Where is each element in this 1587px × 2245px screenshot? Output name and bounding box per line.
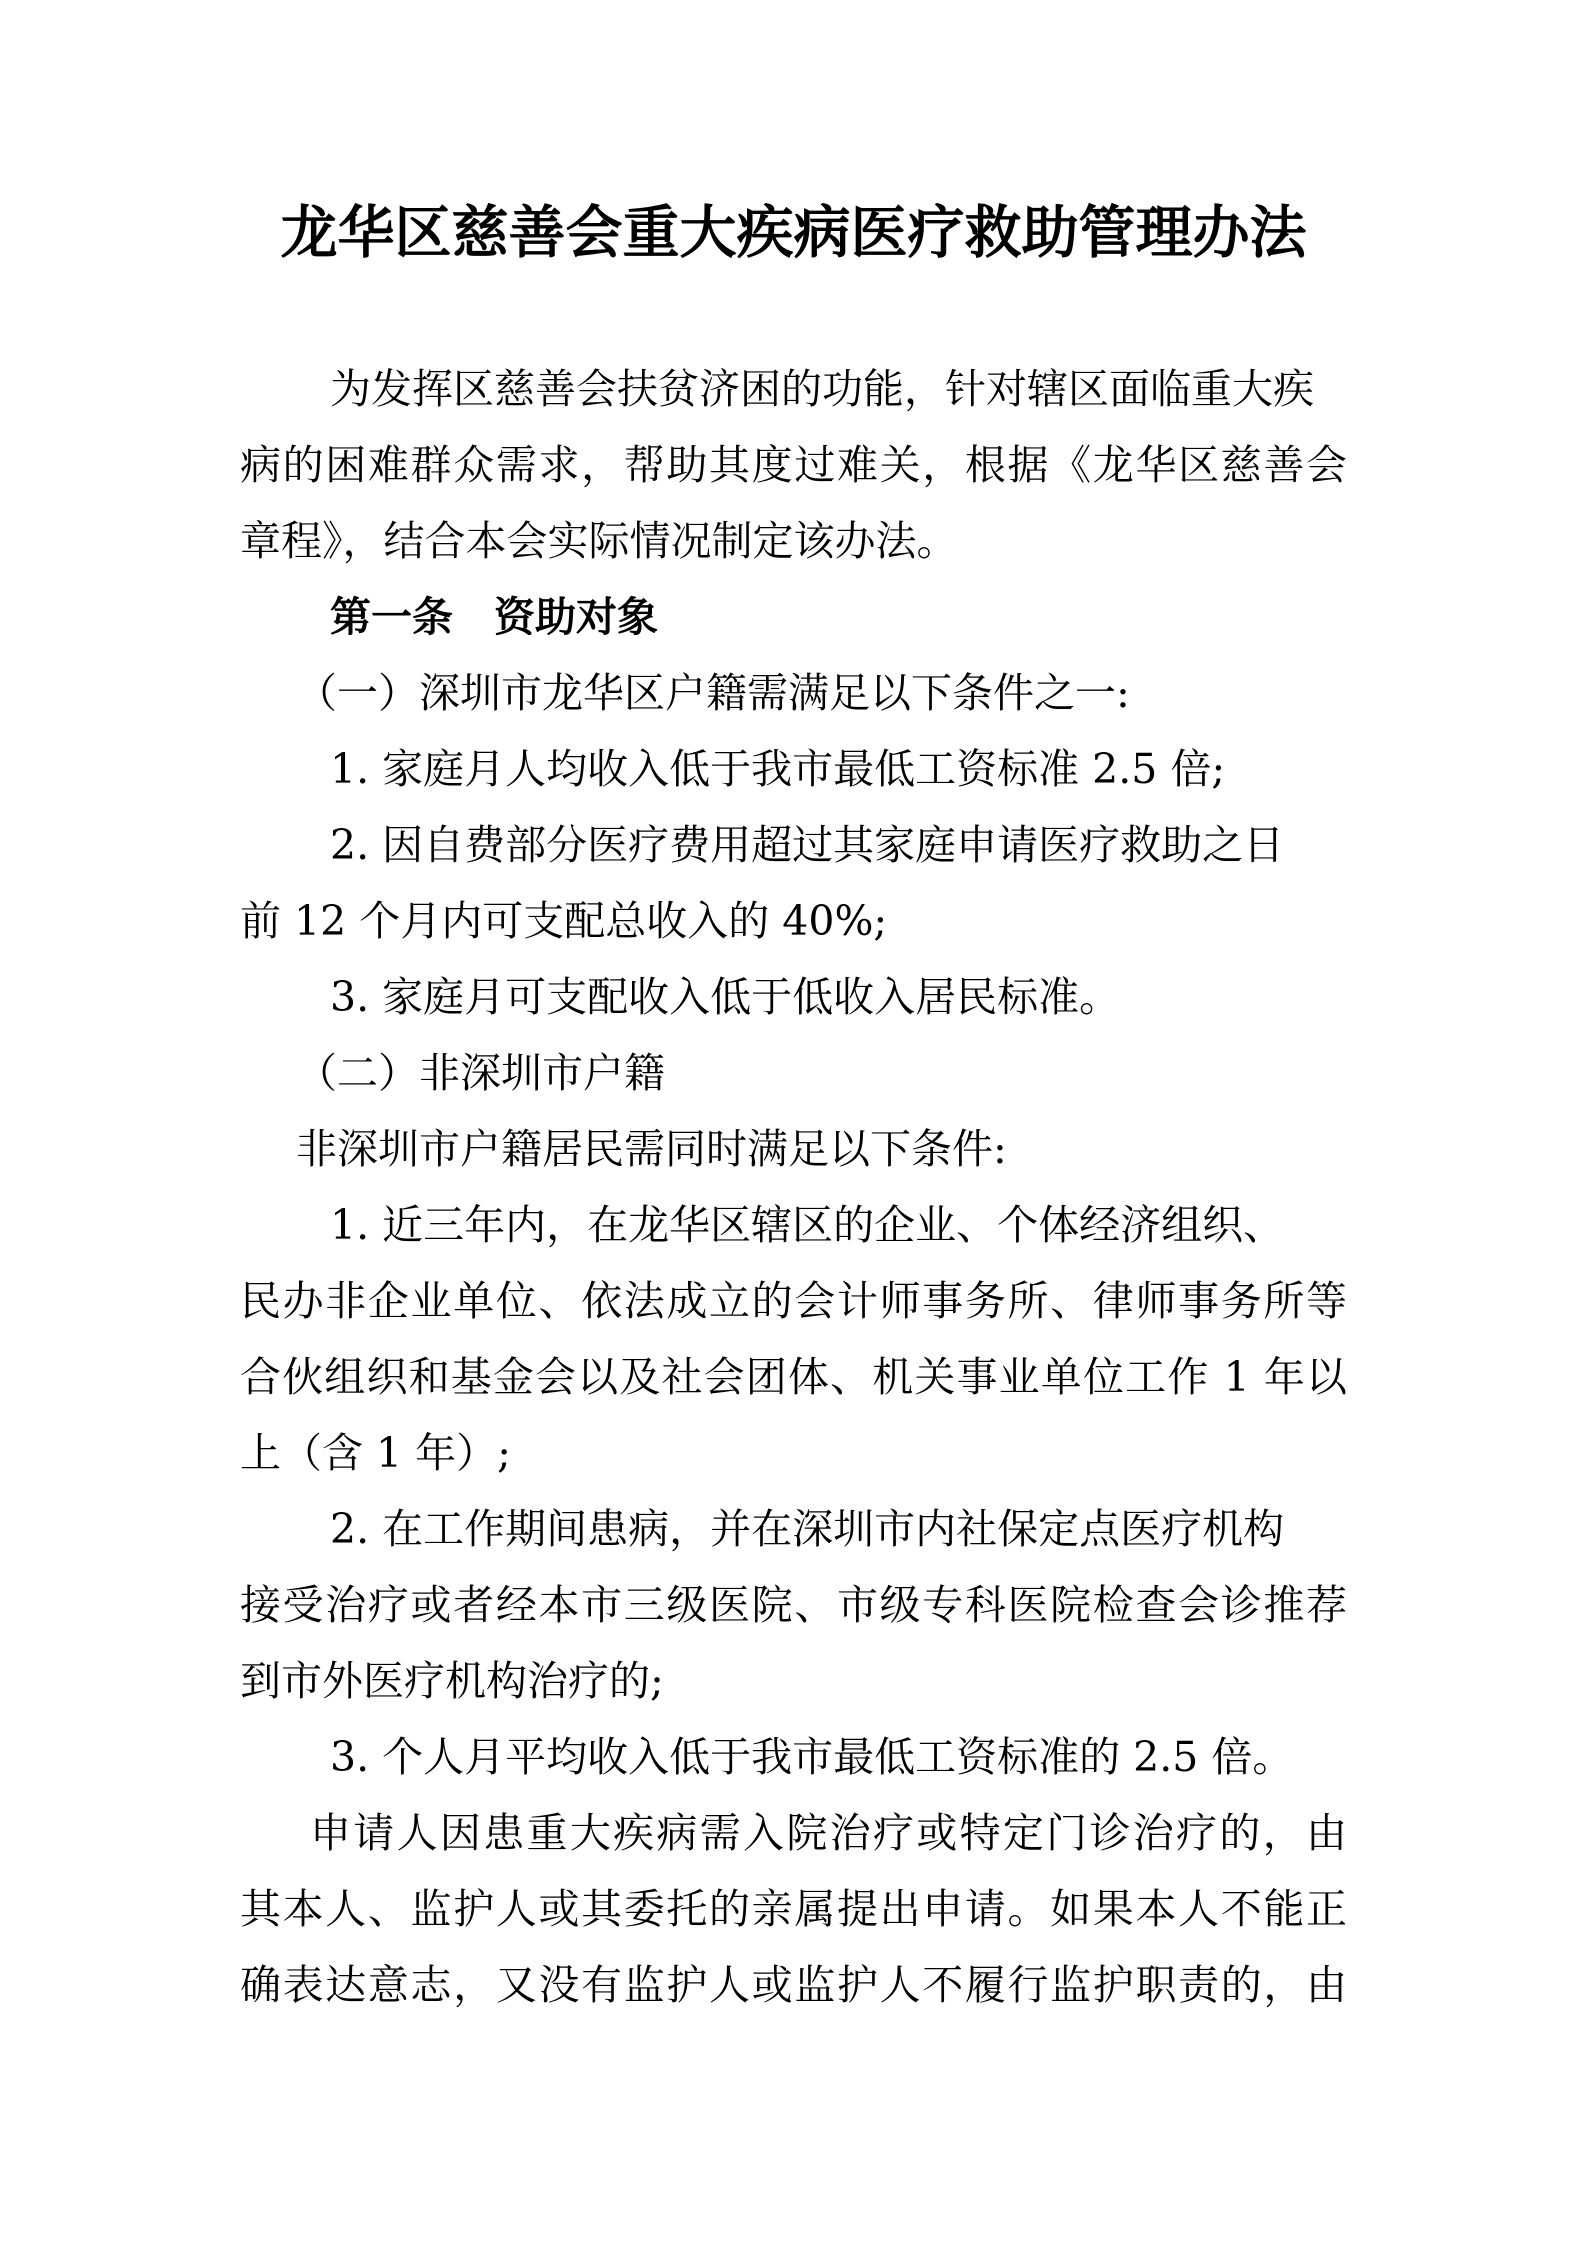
- section-2-item-1-line-3: 合伙组织和基金会以及社会团体、机关事业单位工作 1 年以: [240, 1353, 1347, 1401]
- document-title: 龙华区慈善会重大疾病医疗救助管理办法: [280, 200, 1307, 266]
- section-2-item-2-line-2: 接受治疗或者经本市三级医院、市级专科医院检查会诊推荐: [240, 1581, 1347, 1629]
- application-line-3: 确表达意志，又没有监护人或监护人不履行监护职责的，由: [240, 1961, 1347, 2009]
- section-1-item-2-line-2: 前 12 个月内可支配总收入的 40%;: [240, 897, 888, 945]
- application-line-1: 申请人因患重大疾病需入院治疗或特定门诊治疗的，由: [310, 1809, 1347, 1857]
- section-2-heading: （二）非深圳市户籍: [296, 1049, 665, 1097]
- intro-line-2: 病的困难群众需求，帮助其度过难关，根据《龙华区慈善会: [240, 441, 1347, 489]
- section-2-item-3: 3. 个人月平均收入低于我市最低工资标准的 2.5 倍。: [330, 1733, 1294, 1781]
- section-2-item-2-line-1: 2. 在工作期间患病，并在深圳市内社保定点医疗机构: [330, 1505, 1285, 1553]
- application-line-2: 其本人、监护人或其委托的亲属提出申请。如果本人不能正: [240, 1885, 1347, 1933]
- section-2-item-1-line-2: 民办非企业单位、依法成立的会计师事务所、律师事务所等: [240, 1277, 1347, 1325]
- section-1-item-2-line-1: 2. 因自费部分医疗费用超过其家庭申请医疗救助之日: [330, 821, 1285, 869]
- section-1-item-3: 3. 家庭月可支配收入低于低收入居民标准。: [330, 973, 1121, 1021]
- section-2-item-2-line-3: 到市外医疗机构治疗的;: [240, 1657, 664, 1705]
- intro-line-3: 章程》，结合本会实际情况制定该办法。: [240, 517, 958, 565]
- section-2-item-1-line-1: 1. 近三年内，在龙华区辖区的企业、个体经济组织、: [330, 1201, 1285, 1249]
- article-1-heading: 第一条 资助对象: [330, 593, 658, 641]
- section-1-heading: （一）深圳市龙华区户籍需满足以下条件之一:: [296, 669, 1130, 717]
- section-2-intro: 非深圳市户籍居民需同时满足以下条件:: [296, 1125, 1007, 1173]
- intro-line-1: 为发挥区慈善会扶贫济困的功能，针对辖区面临重大疾: [330, 365, 1314, 413]
- section-1-item-1: 1. 家庭月人均收入低于我市最低工资标准 2.5 倍;: [330, 745, 1226, 793]
- section-2-item-1-line-4: 上（含 1 年）;: [240, 1429, 511, 1477]
